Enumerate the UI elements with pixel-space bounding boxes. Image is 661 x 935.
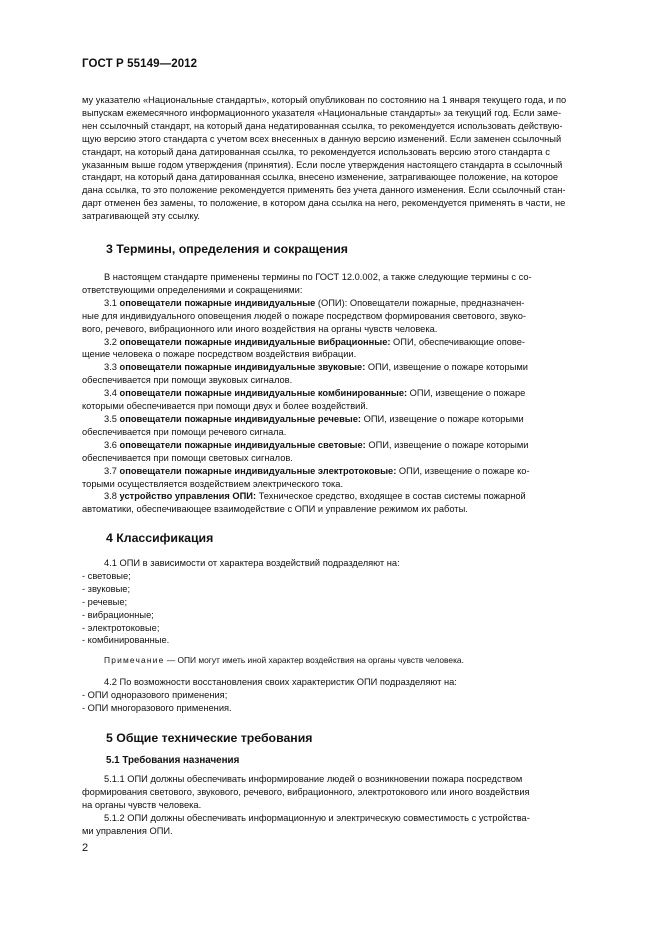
list-item: - ОПИ многоразового применения.	[82, 702, 232, 713]
text-line: 4.2 По возможности восстановления своих характеристик ОПИ подразделяют на:	[104, 677, 457, 687]
section-3-body	[82, 271, 612, 516]
term-name: оповещатели пожарные индивидуальные звуковые:	[119, 362, 366, 373]
term-3-1: 3.1 оповещатели пожарные индивидуальные (ОПИ): Оповещатели пожарные, предназначен-	[104, 297, 525, 308]
text-line: щую версию этого стандарта с учетом всех внесенных в данную версию изменений. Если заменен ссылочный	[82, 133, 562, 144]
page-number: 2	[82, 842, 89, 854]
list-item: - электротоковые;	[82, 622, 160, 633]
term-3-8: 3.8 устройство управления ОПИ: Техническое средство, входящее в состав системы пожарной	[104, 491, 526, 502]
text-line: ные для индивидуального оповещения людей о пожаре посредством формирования светового, звуко-	[82, 310, 526, 321]
text-line: которыми обеспечивается при помощи двух и более воздействий.	[82, 401, 369, 412]
list-item: - комбинированные.	[82, 635, 170, 646]
term-3-6: 3.6 оповещатели пожарные индивидуальные световые: ОПИ, извещение о пожаре которыми	[104, 439, 529, 450]
term-name: оповещатели пожарные индивидуальные вибрационные:	[119, 336, 391, 347]
text-line: ответствующими определениями и сокращениями:	[82, 284, 303, 295]
document-code: ГОСТ Р 55149—2012	[82, 58, 198, 70]
text-line: ми управления ОПИ.	[82, 825, 173, 836]
text-line: на органы чувств человека.	[82, 799, 202, 810]
text-line: стандарт, на который дана датированная ссылка, то рекомендуется использовать версию этого стандарта с	[82, 146, 550, 157]
text-line: затрагивающей эту ссылку.	[82, 211, 200, 222]
list-item: - вибрационные;	[82, 609, 154, 620]
text-line: В настоящем стандарте применены термины по ГОСТ 12.0.002, а также следующие термины с со-	[104, 272, 532, 282]
text-line: обеспечивается при помощи световых сигналов.	[82, 452, 293, 463]
term-name: устройство управления ОПИ:	[119, 491, 257, 502]
text-line: указанным выше годом утверждения (принятия). Если после утверждения настоящего стандарта в ссылочный	[82, 159, 563, 170]
text-line: торыми осуществляется воздействием электрического тока.	[82, 478, 344, 489]
term-name: оповещатели пожарные индивидуальные световые:	[119, 439, 366, 450]
text-line: автоматики, обеспечивающее взаимодействие с ОПИ и управление режимом их работы.	[82, 504, 468, 515]
text-line: нен ссылочный стандарт, на который дана недатированная ссылка, то рекомендуется использовать действую-	[82, 120, 563, 131]
section-4-body	[82, 557, 612, 647]
text-line: дарт отменен без замены, то положение, в котором дана ссылка на него, рекомендуется применять в части, не	[82, 198, 566, 209]
text-line: 4.1 ОПИ в зависимости от характера воздействий подразделяют на:	[104, 558, 400, 568]
section-5-body	[82, 773, 612, 838]
text-line: стандарт, на который дана датированная ссылка, внесено изменение, затрагивающее положение, на которое	[82, 172, 559, 183]
text-line: выпускам ежемесячного информационного указателя «Национальные стандарты» за текущий год. Если заме-	[82, 107, 562, 118]
text-line: обеспечивается при помощи речевого сигнала.	[82, 426, 287, 437]
term-3-4: 3.4 оповещатели пожарные индивидуальные комбинированные: ОПИ, извещение о пожаре	[104, 388, 526, 399]
subsection-5-1-heading: 5.1 Требования назначения	[106, 755, 240, 766]
text-line: щение человека о пожаре посредством воздействия вибрации.	[82, 349, 357, 360]
text-line: формирования светового, звукового, речевого, вибрационного, электротокового или иного воздействия	[82, 786, 530, 797]
list-item: - ОПИ одноразового применения;	[82, 689, 228, 700]
text-line: дана ссылка, то это положение рекомендуется применять без учета данного изменения. Если ссылочный стан-	[82, 185, 566, 196]
intro-paragraph	[82, 94, 612, 223]
text-line: му указателю «Национальные стандарты», который опубликован по состоянию на 1 января текущего года, и по	[82, 95, 567, 105]
section-3-heading: 3 Термины, определения и сокращения	[106, 242, 348, 256]
term-name: оповещатели пожарные индивидуальные электротоковые:	[119, 465, 397, 476]
term-name: оповещатели пожарные индивидуальные комбинированные:	[119, 388, 408, 399]
text-line: 5.1.1 ОПИ должны обеспечивать информирование людей о возникновении пожара посредством	[104, 774, 523, 784]
text-line: вого, речевого, вибрационного или иного воздействия на органы чувств человека.	[82, 323, 438, 334]
note-text: — ОПИ могут иметь иной характер воздействия на органы чувств человека.	[164, 655, 464, 665]
text-line: 5.1.2 ОПИ должны обеспечивать информационную и электрическую совместимость с устройства-	[104, 812, 530, 823]
section-4-2	[82, 676, 612, 715]
term-name: оповещатели пожарные индивидуальные речевые:	[119, 413, 362, 424]
text-line: обеспечивается при помощи звуковых сигналов.	[82, 375, 293, 386]
list-item: - световые;	[82, 570, 131, 581]
term-3-5: 3.5 оповещатели пожарные индивидуальные речевые: ОПИ, извещение о пожаре которыми	[104, 413, 524, 424]
note-label: Примечание	[104, 655, 165, 665]
term-name: оповещатели пожарные индивидуальные	[119, 297, 316, 308]
list-item: - звуковые;	[82, 583, 131, 594]
term-3-2: 3.2 оповещатели пожарные индивидуальные вибрационные: ОПИ, обеспечивающие опове-	[104, 336, 526, 347]
term-3-3: 3.3 оповещатели пожарные индивидуальные звуковые: ОПИ, извещение о пожаре которыми	[104, 362, 528, 373]
list-item: - речевые;	[82, 596, 128, 607]
section-5-heading: 5 Общие технические требования	[106, 731, 313, 745]
term-3-7: 3.7 оповещатели пожарные индивидуальные электротоковые: ОПИ, извещение о пожаре ко-	[104, 465, 530, 476]
note	[82, 654, 612, 667]
section-4-heading: 4 Классификация	[106, 531, 214, 545]
